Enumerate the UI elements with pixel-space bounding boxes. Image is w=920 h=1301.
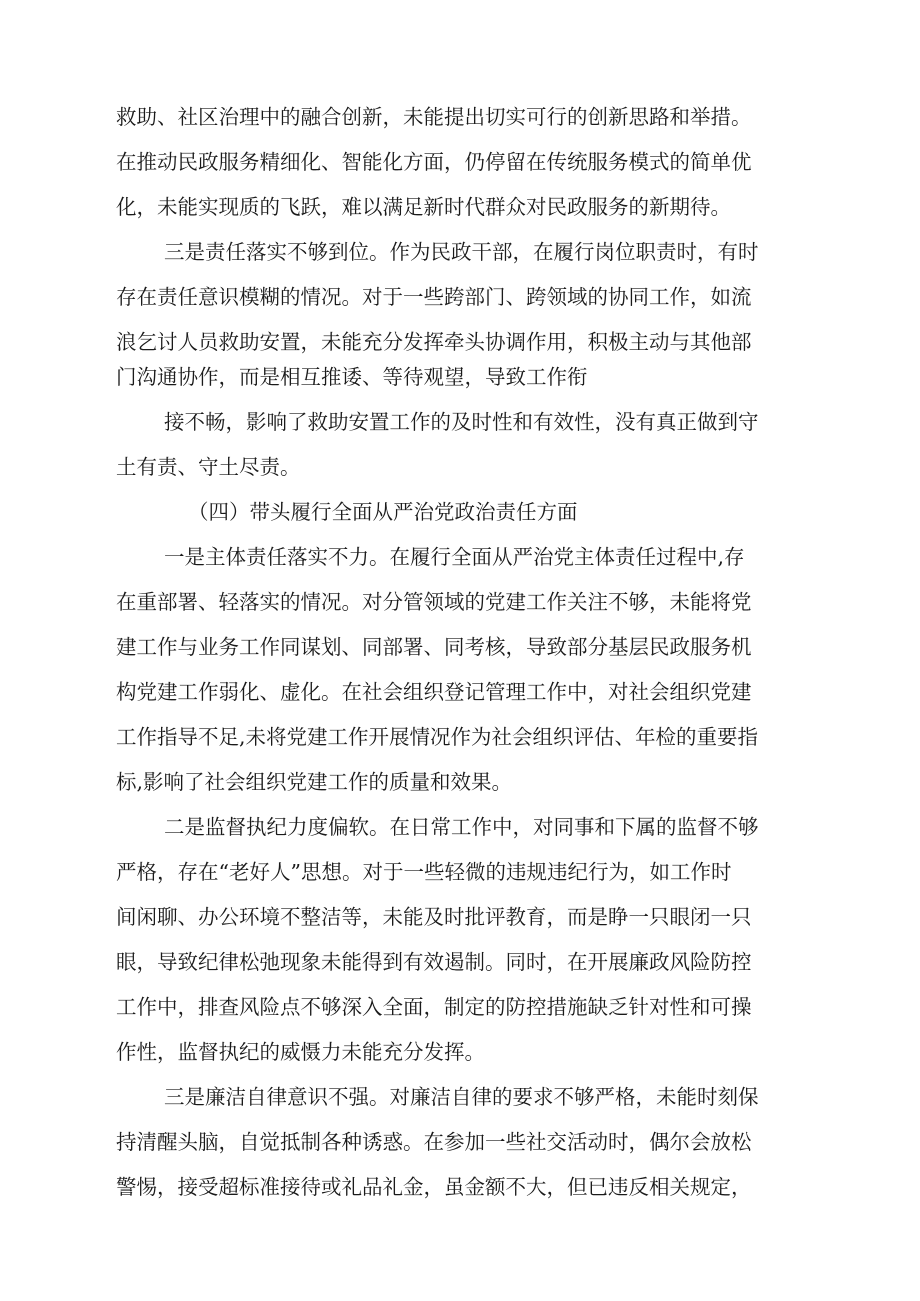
text-line: 浪乞讨人员救助安置，未能充分发挥牵头协调作用，积极主动与其他部 xyxy=(116,330,752,354)
text-line: 警惕，接受超标准接待或礼品礼金，虽金额不大，但已违反相关规定， xyxy=(116,1175,752,1199)
text-line: 严格，存在“老好人”思想。对于一些轻微的违规违纪行为，如工作时 xyxy=(116,860,732,884)
text-line: 间闲聊、办公环境不整洁等，未能及时批评教育，而是睁一只眼闭一只 xyxy=(116,905,752,929)
section-heading: （四）带头履行全面从严治党政治责任方面 xyxy=(188,500,578,524)
text-line: 作性，监督执纪的威慑力未能充分发挥。 xyxy=(116,1040,485,1064)
text-line: 工作指导不足,未将党建工作开展情况作为社会组织评估、年检的重要指 xyxy=(116,725,759,749)
text-line: 构党建工作弱化、虚化。在社会组织登记管理工作中，对社会组织党建 xyxy=(116,680,752,704)
text-line: 建工作与业务工作同谋划、同部署、同考核，导致部分基层民政服务机 xyxy=(116,635,752,659)
paragraph-first-line: 二是监督执纪力度偏软。在日常工作中，对同事和下属的监督不够 xyxy=(164,815,759,839)
text-line: 救助、社区治理中的融合创新，未能提出切实可行的创新思路和举措。 xyxy=(116,105,752,129)
text-line: 土有责、守土尽责。 xyxy=(116,455,301,479)
paragraph-first-line: 三是廉洁自律意识不强。对廉洁自律的要求不够严格，未能时刻保 xyxy=(164,1085,759,1109)
text-line: 门沟通协作，而是相互推诿、等待观望，导致工作衔 xyxy=(116,365,588,389)
text-line: 存在责任意识模糊的情况。对于一些跨部门、跨领域的协同工作，如流 xyxy=(116,285,752,309)
text-line: 工作中，排查风险点不够深入全面，制定的防控措施缺乏针对性和可操 xyxy=(116,995,752,1019)
text-line: 在推动民政服务精细化、智能化方面，仍停留在传统服务模式的简单优 xyxy=(116,150,752,174)
paragraph-first-line: 一是主体责任落实不力。在履行全面从严治党主体责任过程中,存 xyxy=(164,545,745,569)
paragraph-first-line: 接不畅，影响了救助安置工作的及时性和有效性，没有真正做到守 xyxy=(164,410,759,434)
text-line: 持清醒头脑，自觉抵制各种诱惑。在参加一些社交活动时，偶尔会放松 xyxy=(116,1130,752,1154)
text-line: 化，未能实现质的飞跃，难以满足新时代群众对民政服务的新期待。 xyxy=(116,195,731,219)
text-line: 眼，导致纪律松弛现象未能得到有效遏制。同时，在开展廉政风险防控 xyxy=(116,950,752,974)
paragraph-first-line: 三是责任落实不够到位。作为民政干部，在履行岗位职责时，有时 xyxy=(164,240,759,264)
text-line: 在重部署、轻落实的情况。对分管领域的党建工作关注不够，未能将党 xyxy=(116,590,752,614)
text-line: 标,影响了社会组织党建工作的质量和效果。 xyxy=(116,770,513,794)
